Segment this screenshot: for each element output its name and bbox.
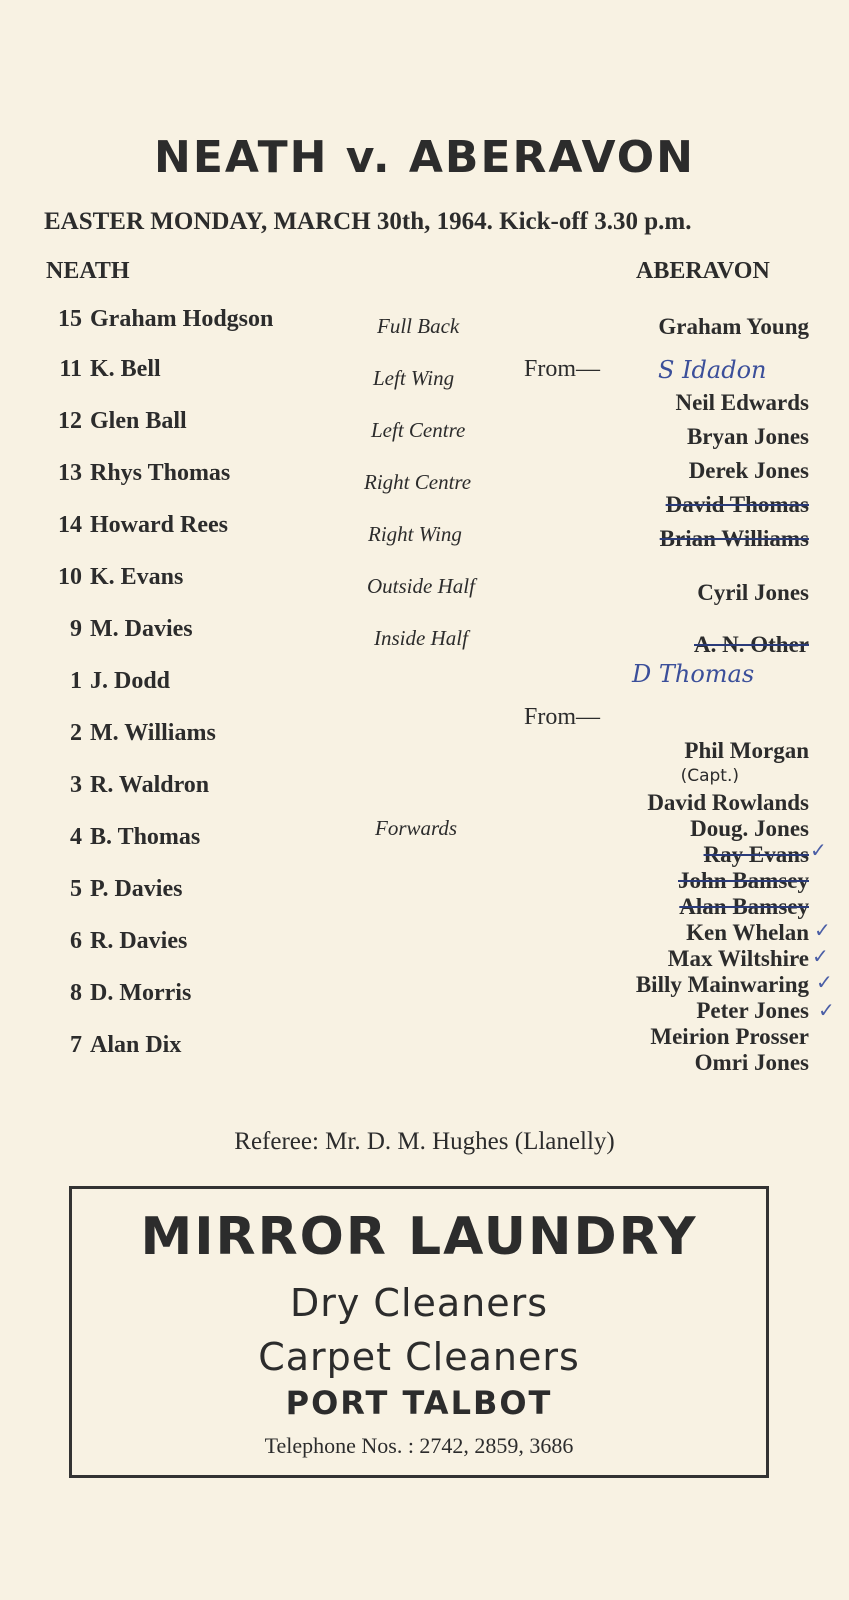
backs-from-label: From— xyxy=(524,356,601,382)
aberavon-full-back: Graham Young xyxy=(658,314,809,339)
neath-player-row: 11 K. Bell xyxy=(59,356,161,382)
position-right-centre: Right Centre xyxy=(364,470,472,494)
neath-player-row: 9 M. Davies xyxy=(70,616,193,642)
advert-business-name: MIRROR LAUNDRY xyxy=(140,1207,698,1267)
handwritten-note: S Idadon xyxy=(658,356,767,384)
advert-service-line: Dry Cleaners xyxy=(289,1281,549,1325)
aberavon-forward: Billy Mainwaring xyxy=(635,972,809,997)
position-inside-half: Inside Half xyxy=(374,626,468,650)
aberavon-forward: Max Wiltshire xyxy=(667,946,809,971)
aberavon-outside-half: Cyril Jones xyxy=(697,580,809,605)
aberavon-back: Neil Edwards xyxy=(675,390,809,415)
neath-player-row: 6 R. Davies xyxy=(70,928,188,954)
advert-service-line: Carpet Cleaners xyxy=(258,1335,580,1379)
neath-player-row: 12 Glen Ball xyxy=(58,408,187,434)
aberavon-back: Bryan Jones xyxy=(686,424,809,449)
aberavon-forward: Ken Whelan xyxy=(686,920,809,945)
neath-player-row: 14 Howard Rees xyxy=(58,512,228,538)
advert-telephone: Telephone Nos. : 2742, 2859, 3686 xyxy=(264,1433,574,1458)
position-left-centre: Left Centre xyxy=(371,418,466,442)
neath-player-row: 2 M. Williams xyxy=(70,720,216,746)
home-team-heading: NEATH xyxy=(46,258,130,284)
tick-mark-icon: ✓ xyxy=(814,920,831,942)
aberavon-forward: David Rowlands xyxy=(647,790,809,815)
match-dateline: EASTER MONDAY, MARCH 30th, 1964. Kick-off 3.30 p.m. xyxy=(44,208,692,235)
neath-player-row: 4 B. Thomas xyxy=(70,824,201,850)
aberavon-forward: Phil Morgan xyxy=(684,738,809,763)
neath-player-row: 10 K. Evans xyxy=(58,564,184,590)
forwards-from-label: From— xyxy=(524,704,601,730)
position-right-wing: Right Wing xyxy=(368,522,462,546)
match-title: NEATH v. ABERAVON xyxy=(154,132,695,183)
aberavon-forward-struck: Alan Bamsey xyxy=(679,894,809,919)
aberavon-forward-struck: Ray Evans xyxy=(703,842,809,867)
aberavon-back-struck: Brian Williams xyxy=(659,526,809,551)
neath-player-row: 1 J. Dodd xyxy=(70,668,171,694)
advertisement-box xyxy=(69,1186,769,1478)
position-outside-half: Outside Half xyxy=(367,574,475,598)
aberavon-forward: Doug. Jones xyxy=(690,816,809,841)
handwritten-note: D Thomas xyxy=(632,660,755,688)
aberavon-forward-struck: John Bamsey xyxy=(678,868,809,893)
neath-player-row: 5 P. Davies xyxy=(70,876,183,902)
tick-mark-icon: ✓ xyxy=(810,840,827,862)
tick-mark-icon: ✓ xyxy=(812,946,829,968)
neath-player-row: 13 Rhys Thomas xyxy=(58,460,231,486)
aberavon-back-struck: David Thomas xyxy=(665,492,809,517)
position-left-wing: Left Wing xyxy=(373,366,455,390)
neath-player-row: 3 R. Waldron xyxy=(70,772,210,798)
aberavon-forward: Meirion Prosser xyxy=(650,1024,809,1049)
tick-mark-icon: ✓ xyxy=(816,972,833,994)
away-team-heading: ABERAVON xyxy=(636,258,770,284)
position-forwards: Forwards xyxy=(375,816,458,840)
aberavon-forward: Peter Jones xyxy=(696,998,809,1023)
neath-player-row: 15 Graham Hodgson xyxy=(58,306,274,332)
neath-player-row: 7 Alan Dix xyxy=(70,1032,182,1058)
aberavon-forward: Omri Jones xyxy=(694,1050,809,1075)
referee-line: Referee: Mr. D. M. Hughes (Llanelly) xyxy=(234,1128,615,1155)
advert-location: PORT TALBOT xyxy=(285,1384,553,1422)
neath-player-row: 8 D. Morris xyxy=(70,980,192,1006)
tick-mark-icon: ✓ xyxy=(818,1000,835,1022)
captain-note: (Capt.) xyxy=(680,766,739,786)
aberavon-inside-half-struck: A. N. Other xyxy=(694,632,809,657)
position-full-back: Full Back xyxy=(377,314,460,338)
aberavon-back: Derek Jones xyxy=(688,458,809,483)
